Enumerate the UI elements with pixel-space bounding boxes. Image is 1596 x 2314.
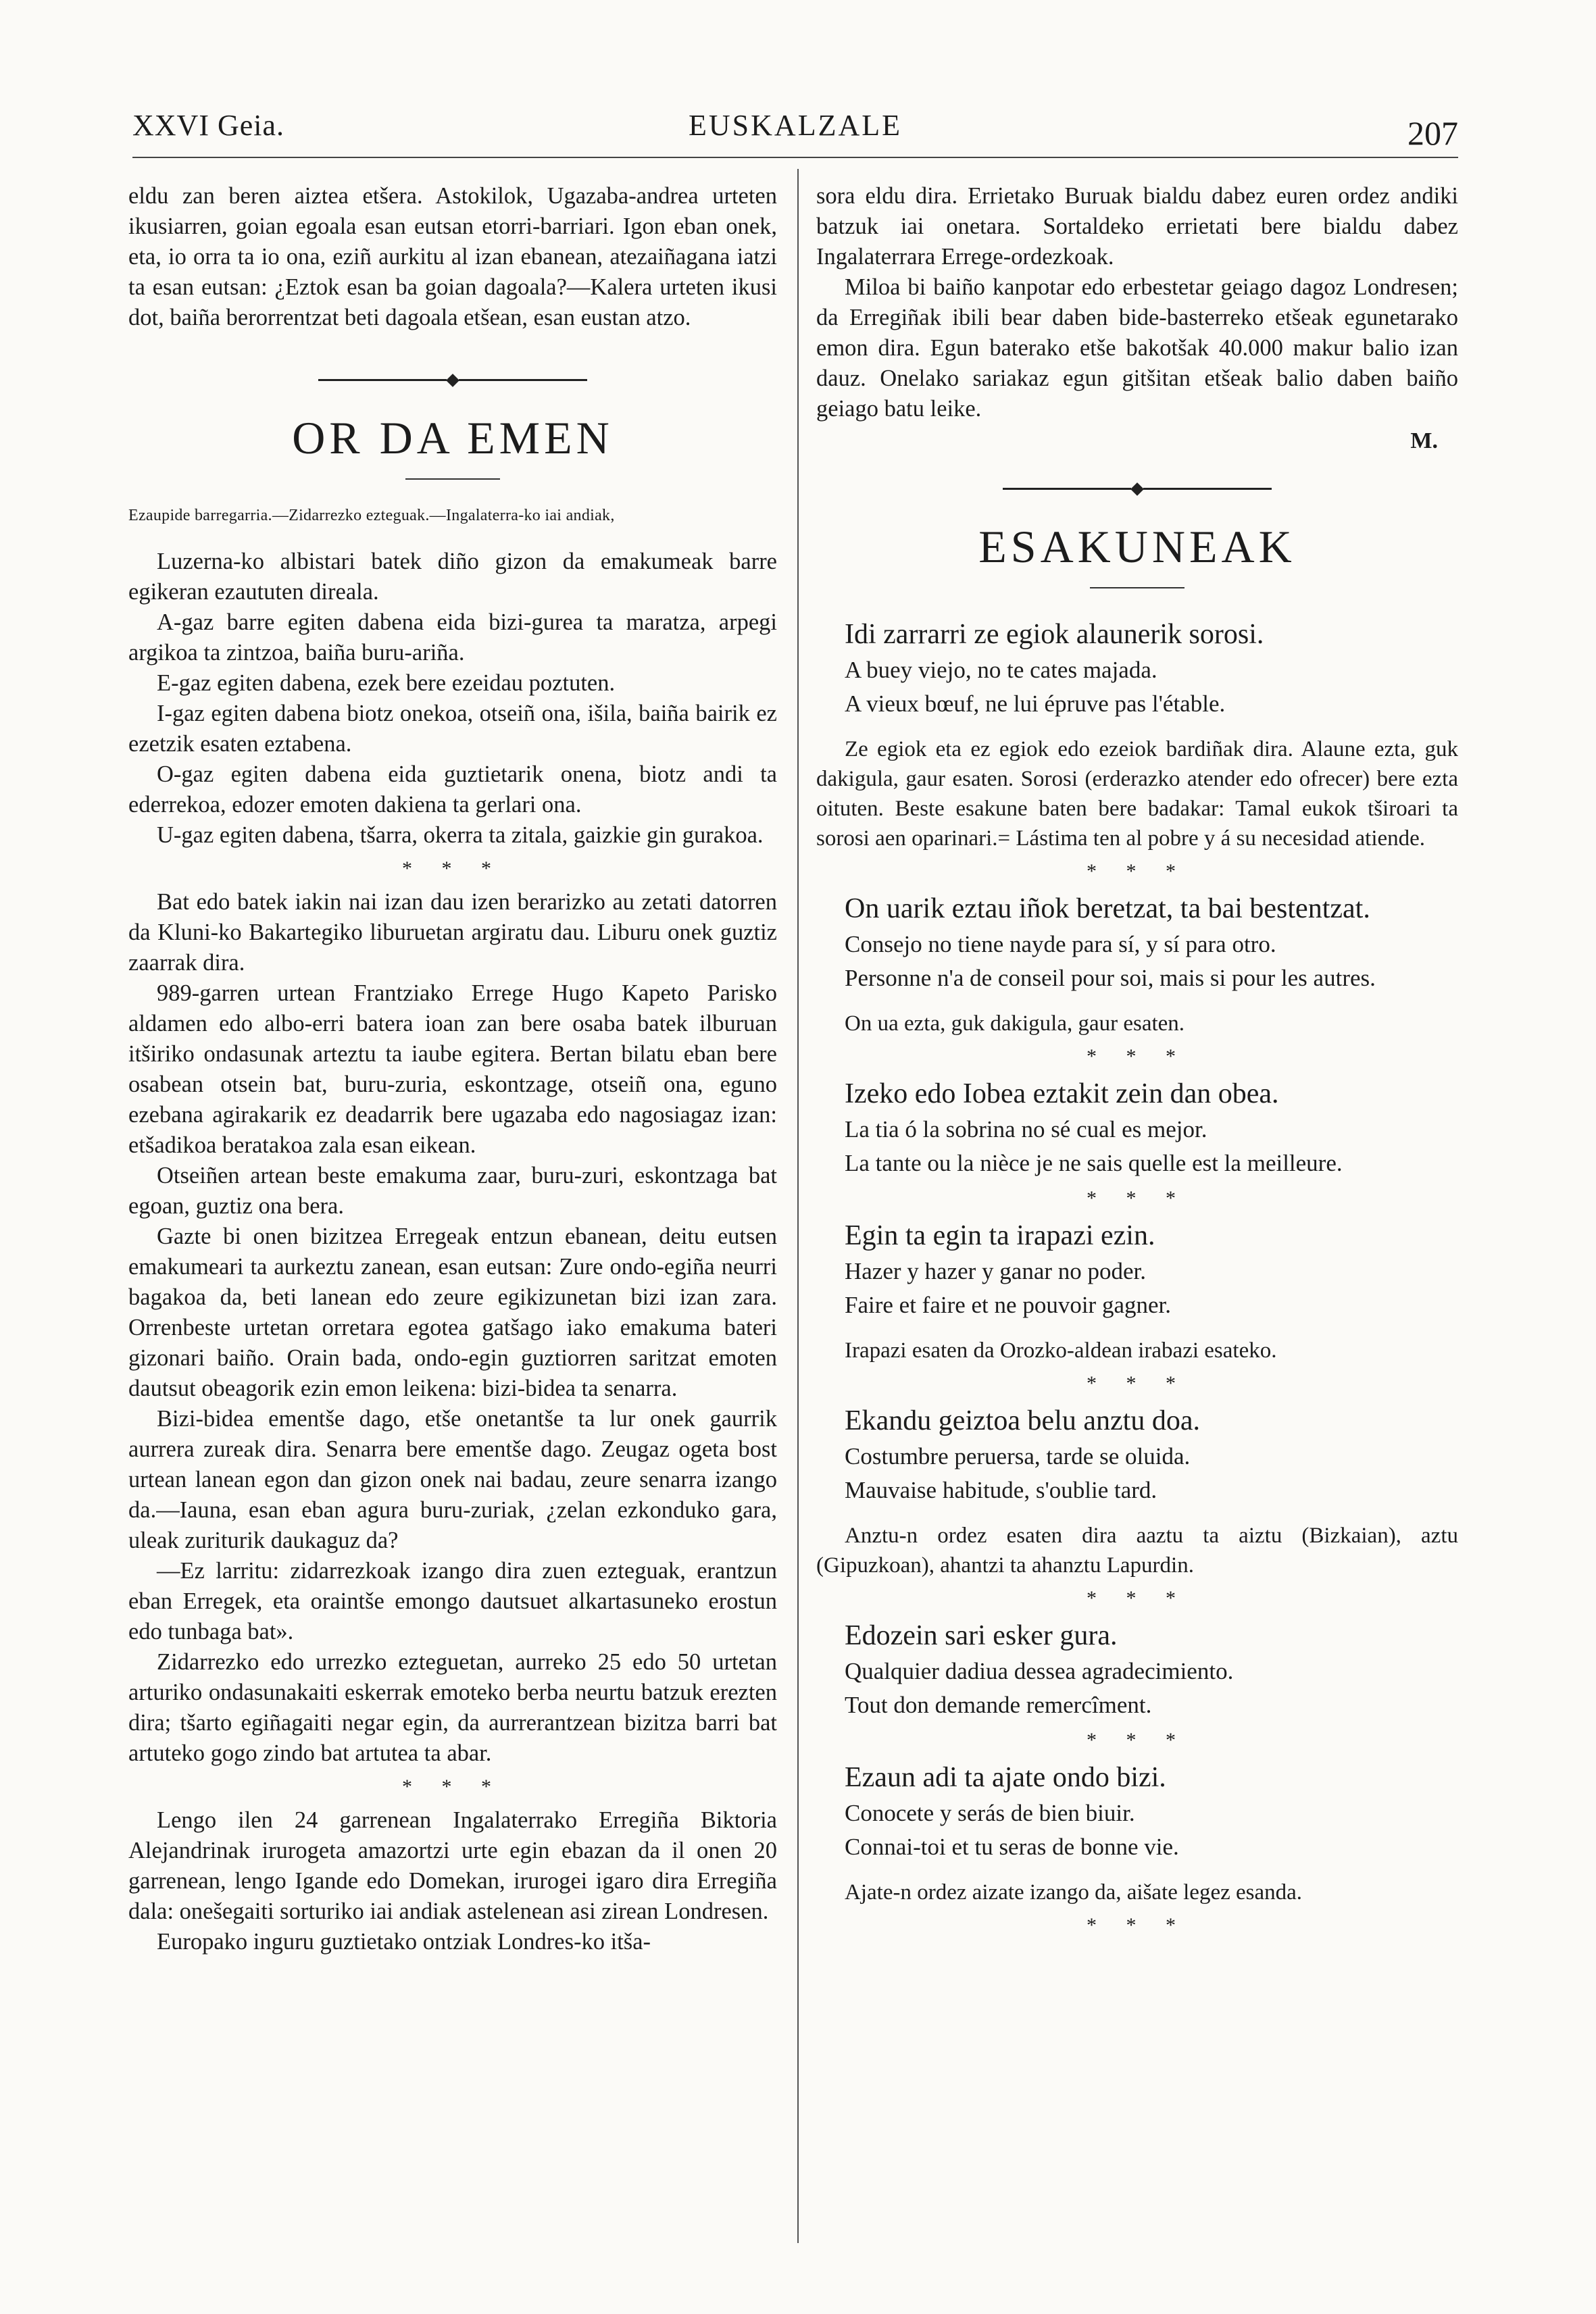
proverb-spanish: La tia ó la sobrina no sé cual es mejor. (845, 1116, 1207, 1142)
left-intro-paragraph: eldu zan beren aiztea etšera. Astokilok, Ugazaba-andrea urteten ikusiarren, goian egoala esan eutsan etorri-barriari. Igon eban onek, eta, io orra ta io ona, eziñ aurkitu al izan ebanean, atezaiñagana iatzi ta esan eutsan: ¿Eztok esan ba goian dagoala?—Kalera urteten ikusi dot, baiña berorrentzat beti dagoala etšean, esan eustan atzo. (128, 183, 777, 330)
paragraph: I-gaz egiten dabena biotz onekoa, otseiñ ona, išila, baiña bairik ez ezetzik esaten eztabena. (128, 701, 777, 757)
page-number: 207 (1407, 114, 1458, 152)
section-title-or-da-emen: OR DA EMEN (292, 412, 614, 463)
journal-title: EUSKALZALE (689, 109, 902, 142)
proverb-basque: Ezaun adi ta ajate ondo bizi. (845, 1762, 1166, 1793)
column-divider (797, 169, 799, 2243)
paragraph: Miloa bi baiño kanpotar edo erbestetar geiago dagoz Londresen; da Erregiñak ibili bear daben bide-basterreko etšeak egunetarako emon dira. Egun baterako etše bakotšak 40.000 makur balio izan dauz. Onelako sariakaz egun gitšitan etšeak balio daben baiño geiago batu leike. (816, 274, 1458, 422)
proverb-french: Personne n'a de conseil pour soi, mais si pour les autres. (845, 965, 1376, 991)
paragraph: E-gaz egiten dabena, ezek bere ezeidau poztuten. (157, 670, 616, 696)
section-stars: * * * (1087, 1729, 1188, 1751)
right-intro-paragraph: sora eldu dira. Errietako Buruak bialdu dabez euren ordez andiki batzuk iai onetara. Sortaldeko errietati bere bialdu dabez Ingalaterrara Errege-ordezkoak. (816, 183, 1458, 270)
paragraph: Gazte bi onen bizitzea Erregeak entzun ebanean, deitu eutsen emakumeari ta aurkeztu zanean, esan eutsan: Zure ondo-egiña neurri bagakoa da, beti lanean edo zeure egikizunetan bizi izan zara. Orrenbeste urtetan orretara egotea gatšago iako emakuma bateri gizonari baiño. Orain bada, ondo-egin guztiorren saritzat emoten dautsut obeagorik ezin emon leikena: bizi-bidea ta senarra. (128, 1224, 777, 1401)
paragraph: Bat edo batek iakin nai izan dau izen berarizko au zetati datorren da Kluni-ko Bakartegiko liburuetan argiratu dau. Liburu onek guztiz zaarrak dira. (128, 889, 777, 976)
proverb-spanish: Costumbre peruersa, tarde se oluida. (845, 1443, 1191, 1469)
proverb-french: Faire et faire et ne pouvoir gagner. (845, 1292, 1171, 1318)
paragraph: Zidarrezko edo urrezko ezteguetan, aurreko 25 edo 50 urtetan arturiko ondasunakaiti eskerrak emoteko berba neurtu batzuk erezten dira; tšarto egiñagaiti negar egin, da aurrerantzean bizitza barri bat artuteko gogo zindo bat artutea ta abar. (128, 1649, 777, 1766)
section-title-esakuneak: ESAKUNEAK (978, 521, 1296, 572)
section-stars: * * * (1087, 1587, 1188, 1609)
section-stars: * * * (402, 1776, 503, 1798)
proverb-french: Tout don demande remercîment. (845, 1692, 1152, 1718)
proverb-french: Mauvaise habitude, s'oublie tard. (845, 1477, 1157, 1503)
paragraph: Lengo ilen 24 garrenean Ingalaterrako Erregiña Biktoria Alejandrinak irurogeta amazortzi urte egin ebazan da il onen 20 garrenean, lengo Igande edo Domekan, irurogei igaro dira Erregiña dala: onešegaiti sorturiko iai andiak astelenean asi zirean Londresen. (128, 1807, 777, 1924)
right-column (816, 181, 1458, 1944)
proverb-french: La tante ou la nièce je ne sais quelle est la meilleure. (845, 1150, 1343, 1176)
paragraph: U-gaz egiten dabena, tšarra, okerra ta zitala, gaizkie gin gurakoa. (157, 822, 764, 848)
paragraph: Luzerna-ko albistari batek diño gizon da emakumeak barre egikeran ezaututen direala. (128, 549, 777, 605)
header-rule (132, 157, 1458, 158)
title-underline (405, 478, 500, 480)
proverb-note: Anztu-n ordez esaten dira aaztu ta aiztu (Bizkaian), aztu (Gipuzkoan), ahantzi ta ahanztu Lapurdin. (816, 1524, 1458, 1578)
paragraph: —Ez larritu: zidarrezkoak izango dira zuen ezteguak, erantzun eban Erregek, eta oraintše emongo dautsuet alkartasuneko erostun edo tunbaga bat». (128, 1558, 777, 1644)
section-stars: * * * (1087, 860, 1188, 882)
proverb-basque: Idi zarrarri ze egiok alaunerik sorosi. (845, 619, 1264, 650)
ornament-divider (816, 473, 1458, 500)
paragraph: Otseiñen artean beste emakuma zaar, buru-zuri, eskontzaga bat egoan, guztiz ona bera. (128, 1163, 777, 1219)
proverb-note: On ua ezta, guk dakigula, gaur esaten. (845, 1011, 1185, 1036)
proverb-note: Ze egiok eta ez egiok edo ezeiok bardiñak dira. Alaune ezta, guk dakigula, gaur esaten. Sorosi (erderazko atender edo ofrecer) bere ezta oituten. Beste esakune baten bere badakar: Tamal eukok tširoari ta sorosi aen oparinari.= Lástima ten al pobre y á su necesidad atiende. (816, 737, 1458, 851)
page-header (132, 108, 1458, 155)
section-stars: * * * (1087, 1187, 1188, 1209)
proverb-spanish: Conocete y serás de bien biuir. (845, 1800, 1135, 1826)
proverb-basque: Izeko edo Iobea eztakit zein dan obea. (845, 1078, 1279, 1109)
paragraph: Europako inguru guztietako ontziak Londres-ko itša- (157, 1929, 651, 1955)
proverb-basque: Edozein sari esker gura. (845, 1620, 1118, 1651)
ornament-divider (128, 364, 777, 391)
proverb-spanish: Hazer y hazer y ganar no poder. (845, 1258, 1147, 1284)
proverb-french: Connai-toi et tu seras de bonne vie. (845, 1834, 1179, 1860)
proverb-basque: Ekandu geiztoa belu anztu doa. (845, 1405, 1200, 1436)
proverb-spanish: Consejo no tiene nayde para sí, y sí para otro. (845, 931, 1276, 957)
proverb-french: A vieux bœuf, ne lui épruve pas l'étable. (845, 690, 1226, 717)
paragraph: 989-garren urtean Frantziako Errege Hugo Kapeto Parisko aldamen edo albo-erri batera ioan zan bere osaba batek ilburuan itširiko ondasunak arteztu ta iaube egitera. Bertan bilatu eban bere osabean otsein bat, buru-zuria, eskontzage, otseiñ ona, eguno ezebana agirakarik ez deadarrik bere ugazaba edo nagosiagaz izan: etšadikoa beratakoa zala esan eikean. (128, 980, 777, 1158)
left-column (128, 181, 777, 1957)
paragraph: A-gaz barre egiten dabena eida bizi-gurea ta maratza, arpegi argikoa ta zintzoa, baiña buru-ariña. (128, 609, 777, 665)
section-subtitle: Ezaupide barregarria.—Zidarrezko ezteguak.—Ingalaterra-ko iai andiak, (128, 507, 615, 524)
proverb-note: Irapazi esaten da Orozko-aldean irabazi esateko. (845, 1338, 1277, 1363)
section-stars: * * * (1087, 1372, 1188, 1394)
proverb-note: Ajate-n ordez aizate izango da, aišate legez esanda. (845, 1880, 1303, 1905)
section-stars: * * * (402, 857, 503, 880)
proverb-basque: On uarik eztau iñok beretzat, ta bai bestentzat. (845, 893, 1370, 924)
proverb-basque: Egin ta egin ta irapazi ezin. (845, 1220, 1155, 1251)
section-stars: * * * (1087, 1045, 1188, 1067)
paragraph: O-gaz egiten dabena eida guztietarik onena, biotz andi ta ederrekoa, edozer emoten dakiena ta gerlari ona. (128, 761, 777, 818)
author-signature: M. (1410, 428, 1438, 453)
proverb-spanish: A buey viejo, no te cates majada. (845, 657, 1157, 683)
volume-label: XXVI Geia. (132, 109, 285, 142)
paragraph: Bizi-bidea ementše dago, etše onetantše ta lur onek gaurrik aurrera zureak dira. Senarra bere ementše dago. Zeugaz ogeta bost urtean lanean egon dan gizon onek nai badau, zeure senarra izango da.—Iauna, esan eban agura buru-zuriak, ¿zelan ezkonduko gara, uleak zuriturik daukaguz da? (128, 1406, 777, 1553)
section-stars: * * * (1087, 1914, 1188, 1936)
proverb-spanish: Qualquier dadiua dessea agradecimiento. (845, 1658, 1234, 1684)
